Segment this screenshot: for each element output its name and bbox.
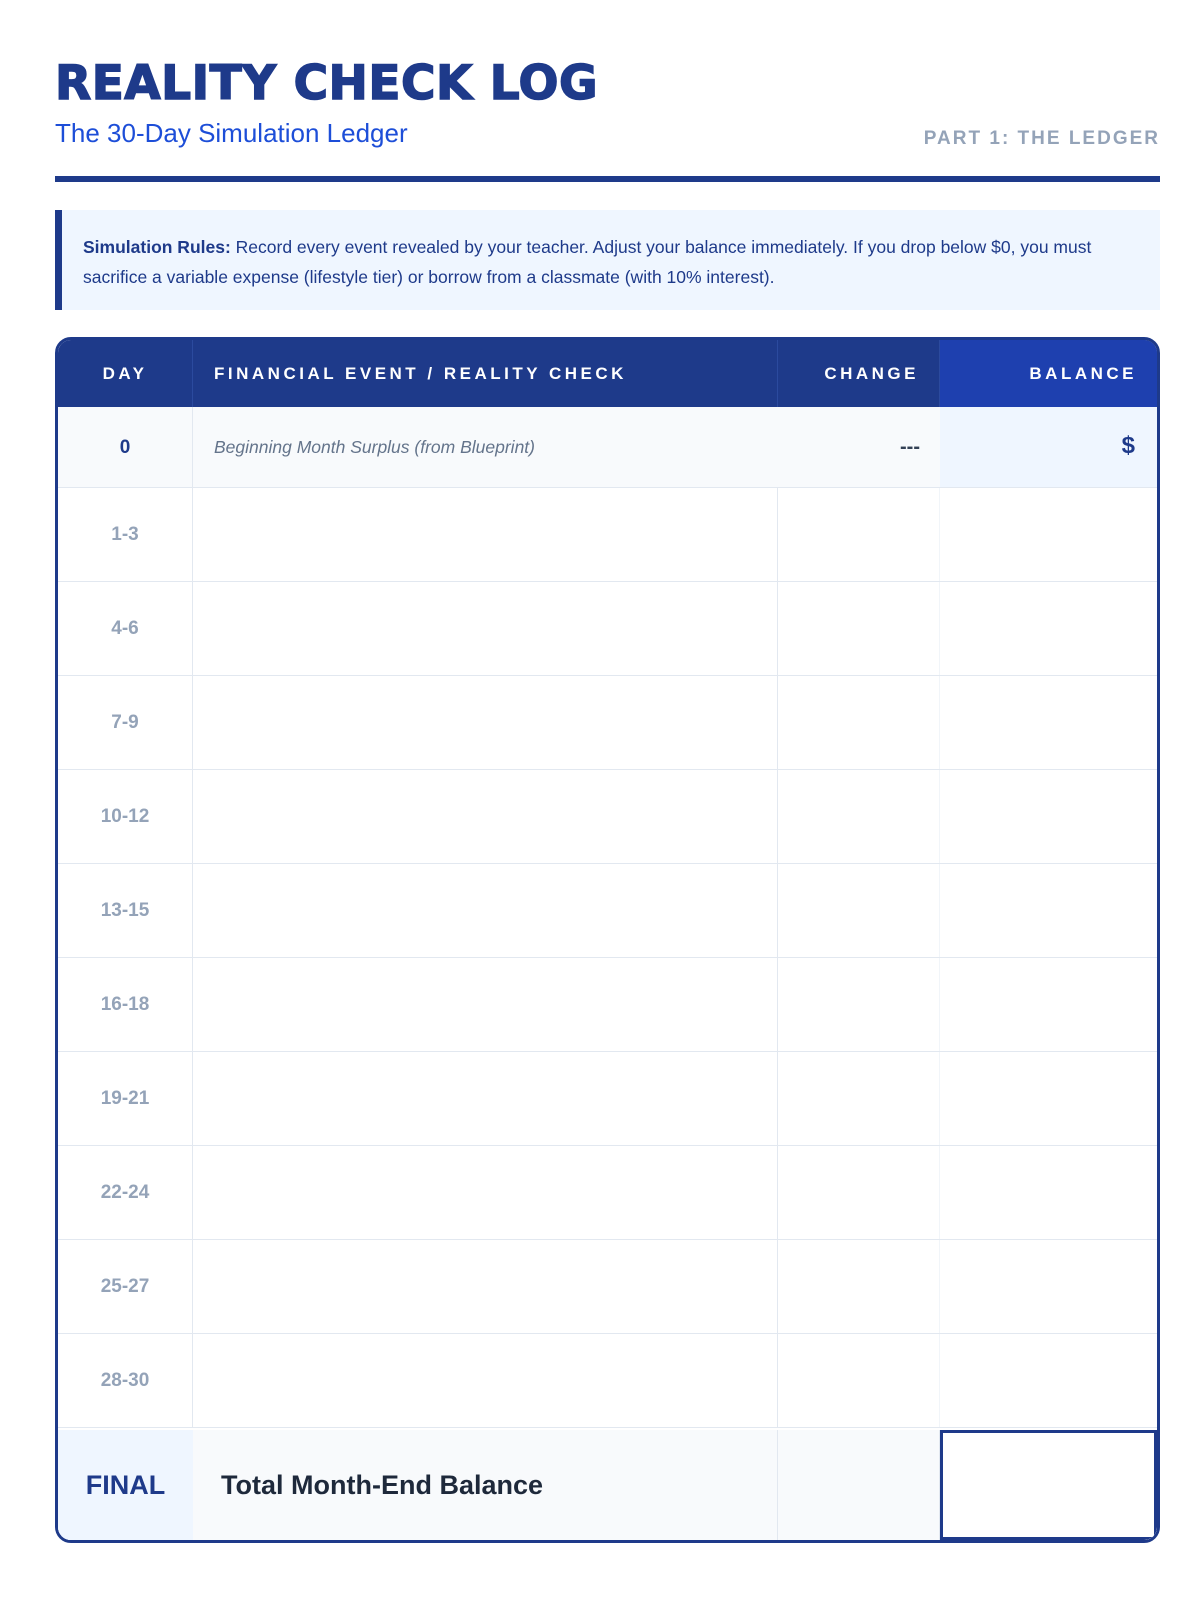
event-entry-field[interactable] (193, 770, 778, 863)
event-entry-field[interactable] (193, 488, 778, 581)
balance-entry-field[interactable] (940, 770, 1157, 863)
final-row (58, 1430, 1157, 1540)
table-row (58, 1146, 1157, 1240)
change-entry-field[interactable] (778, 676, 940, 769)
column-header-day: DAY (58, 340, 193, 407)
start-day-cell: 0 (58, 407, 193, 487)
table-row (58, 1334, 1157, 1428)
day-range-cell: 16-18 (58, 958, 193, 1051)
rules-label: Simulation Rules: (83, 237, 231, 257)
balance-entry-field[interactable] (940, 958, 1157, 1051)
event-entry-field[interactable] (193, 582, 778, 675)
part-label: PART 1: THE LEDGER (923, 128, 1160, 149)
table-row (58, 488, 1157, 582)
simulation-rules-box (55, 210, 1160, 310)
table-row (58, 770, 1157, 864)
event-entry-field[interactable] (193, 864, 778, 957)
change-entry-field[interactable] (778, 1052, 940, 1145)
balance-entry-field[interactable] (940, 1146, 1157, 1239)
final-change-cell (778, 1430, 940, 1540)
day-range-cell: 1-3 (58, 488, 193, 581)
event-entry-field[interactable] (193, 1052, 778, 1145)
table-row (58, 958, 1157, 1052)
balance-entry-field[interactable] (940, 582, 1157, 675)
column-header-event: FINANCIAL EVENT / REALITY CHECK (193, 340, 778, 407)
change-entry-field[interactable] (778, 958, 940, 1051)
page-title: REALITY CHECK LOG (55, 56, 599, 111)
change-entry-field[interactable] (778, 1240, 940, 1333)
change-entry-field[interactable] (778, 1146, 940, 1239)
table-row (58, 864, 1157, 958)
day-range-cell: 13-15 (58, 864, 193, 957)
event-entry-field[interactable] (193, 1146, 778, 1239)
change-entry-field[interactable] (778, 1334, 940, 1427)
balance-entry-field[interactable] (940, 1240, 1157, 1333)
balance-entry-field[interactable] (940, 864, 1157, 957)
event-entry-field[interactable] (193, 1334, 778, 1427)
balance-entry-field[interactable] (940, 488, 1157, 581)
rules-text: Record every event revealed by your teacher. Adjust your balance immediately. If you drop below $0, you must sacrifice a variable expense (lifestyle tier) or borrow from a classmate (with 10% interest). (83, 237, 1092, 287)
table-row (58, 676, 1157, 770)
change-entry-field[interactable] (778, 582, 940, 675)
balance-entry-field[interactable] (940, 1052, 1157, 1145)
table-row (58, 1052, 1157, 1146)
event-entry-field[interactable] (193, 1240, 778, 1333)
day-range-cell: 7-9 (58, 676, 193, 769)
start-change-cell: --- (900, 436, 920, 458)
change-entry-field[interactable] (778, 488, 940, 581)
table-header-row (58, 340, 1157, 407)
balance-entry-field[interactable] (940, 676, 1157, 769)
start-event-cell: Beginning Month Surplus (from Blueprint) (214, 437, 535, 457)
day-range-cell: 25-27 (58, 1240, 193, 1333)
event-entry-field[interactable] (193, 958, 778, 1051)
table-row (58, 582, 1157, 676)
change-entry-field[interactable] (778, 864, 940, 957)
day-range-cell: 4-6 (58, 582, 193, 675)
final-event-cell: Total Month-End Balance (193, 1430, 778, 1540)
page-subtitle: The 30-Day Simulation Ledger (55, 118, 408, 148)
start-row (58, 407, 1157, 488)
ledger-table (55, 337, 1160, 1543)
day-range-cell: 22-24 (58, 1146, 193, 1239)
final-day-cell: FINAL (58, 1430, 193, 1540)
page-header (55, 56, 1160, 182)
day-range-cell: 19-21 (58, 1052, 193, 1145)
event-entry-field[interactable] (193, 676, 778, 769)
start-balance-field[interactable]: $ (940, 407, 1157, 487)
column-header-balance: BALANCE (940, 340, 1157, 407)
table-row (58, 1240, 1157, 1334)
change-entry-field[interactable] (778, 770, 940, 863)
final-balance-field[interactable] (940, 1430, 1157, 1540)
day-range-cell: 28-30 (58, 1334, 193, 1427)
day-range-cell: 10-12 (58, 770, 193, 863)
balance-entry-field[interactable] (940, 1334, 1157, 1427)
column-header-change: CHANGE (778, 340, 940, 407)
